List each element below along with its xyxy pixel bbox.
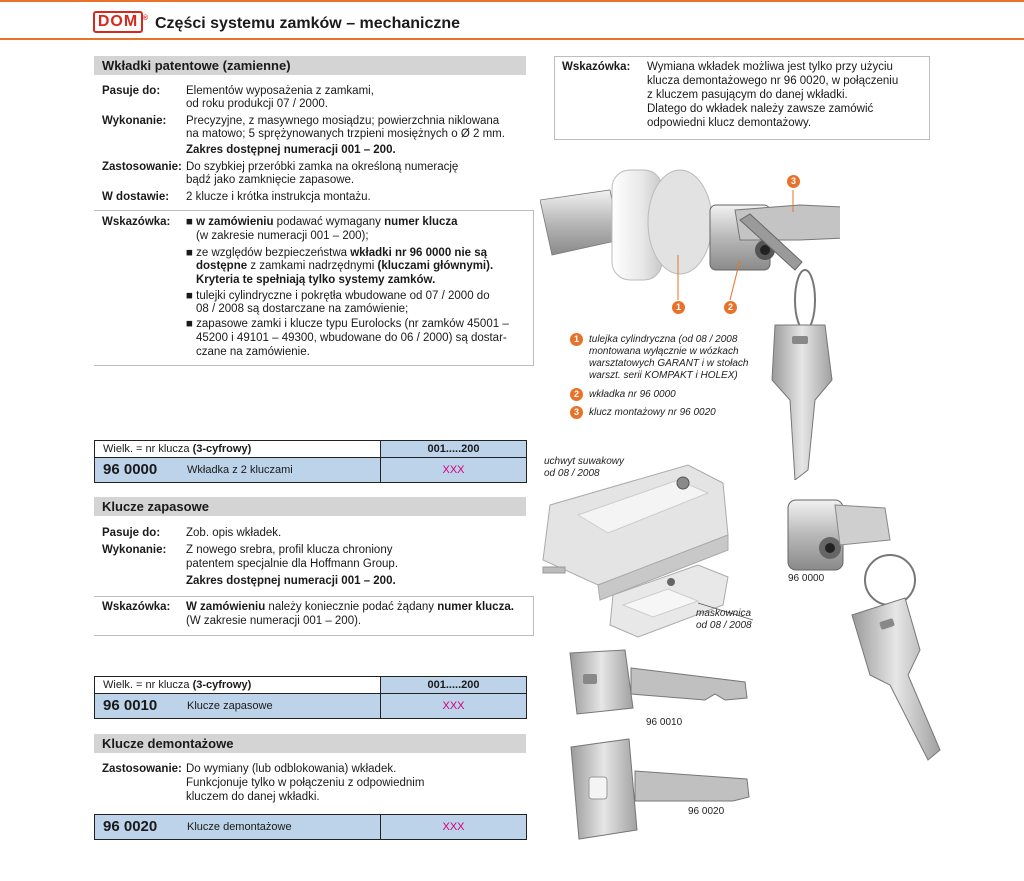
bullet-4-line-2: 45200 i 49101 – 49300, wbudowane do 06 / 2000) są dostar- bbox=[196, 332, 507, 344]
w-dostawie-label: W dostawie: bbox=[102, 191, 170, 203]
zastosowanie-text-2: bądź jako zamknięcie zapasowe. bbox=[186, 174, 355, 186]
zastosowanie-label-3: Zastosowanie: bbox=[102, 763, 182, 775]
bullet-3-line-2: 08 / 2008 są dostarczane na zamówienie; bbox=[196, 303, 409, 315]
note-label-right: Wskazówka: bbox=[562, 61, 631, 73]
bullet-2: ■ ze względów bezpieczeństwa wkładki nr 96 0000 nie są bbox=[186, 247, 488, 259]
legend-1-line-3: warsztatowych GARANT i w stołach bbox=[589, 358, 749, 369]
bullet-3: ■ tulejki cylindryczne i pokrętła wbudowane od 07 / 2000 do bbox=[186, 290, 490, 302]
wykonanie-text-2: na matowo; 5 sprężynowanych trzpieni mosiężnych o Ø 2 mm. bbox=[186, 128, 505, 140]
caption-uchwyt-2: od 08 / 2008 bbox=[544, 468, 600, 479]
callout-badge-3: 3 bbox=[787, 175, 800, 188]
section-heading-wkladki: Wkładki patentowe (zamienne) bbox=[94, 56, 526, 75]
zastosowanie-text-1: Do szybkiej przeróbki zamka na określoną numerację bbox=[186, 161, 459, 173]
legend-3-text: klucz montażowy nr 96 0020 bbox=[589, 407, 716, 418]
caption-uchwyt-1: uchwyt suwakowy bbox=[544, 456, 625, 467]
article-price: XXX bbox=[381, 694, 526, 718]
right-note-line-1: Wymiana wkładek możliwa jest tylko przy użyciu bbox=[647, 61, 893, 73]
wykonanie-label: Wykonanie: bbox=[102, 115, 167, 127]
cylinder-96-0000-illustration bbox=[780, 490, 960, 770]
top-rule bbox=[0, 0, 1024, 2]
page-title: Części systemu zamków – mechaniczne bbox=[155, 15, 461, 32]
right-note-line-4: Dlatego do wkładek należy zawsze zamówić bbox=[647, 103, 874, 115]
wykonanie-text-2-1: Z nowego srebra, profil klucza chroniony bbox=[186, 544, 393, 556]
table-header-row bbox=[95, 441, 526, 458]
article-number: 96 0000 bbox=[95, 458, 181, 482]
caption-maskownica-2: od 08 / 2008 bbox=[696, 620, 752, 631]
product-table-96-0010 bbox=[94, 676, 527, 719]
article-number: 96 0020 bbox=[95, 815, 181, 839]
product-table-96-0020 bbox=[94, 814, 527, 840]
note-2-line-1: W zamówieniu należy koniecznie podać żądany numer klucza. bbox=[186, 601, 514, 613]
zastosowanie-text-3-3: kluczem do danej wkładki. bbox=[186, 791, 320, 803]
legend-1-line-1: tulejka cylindryczna (od 08 / 2008 bbox=[589, 334, 738, 345]
article-number: 96 0010 bbox=[95, 694, 181, 718]
note-2-line-2: (W zakresie numeracji 001 – 200). bbox=[186, 615, 362, 627]
wykonanie-text-1: Precyzyjne, z masywnego mosiądzu; powierzchnia niklowana bbox=[186, 115, 500, 127]
zastosowanie-label: Zastosowanie: bbox=[102, 161, 182, 173]
zastosowanie-text-3-2: Funkcjonuje tylko w połączeniu z odpowiednim bbox=[186, 777, 425, 789]
wykonanie-range-2: Zakres dostępnej numeracji 001 – 200. bbox=[186, 575, 396, 587]
size-header: Wielk. = nr klucza (3-cyfrowy) bbox=[95, 441, 381, 457]
pasuje-text-2-1: Zob. opis wkładek. bbox=[186, 527, 282, 539]
bullet-2-line-3: Kryteria te spełniają tylko systemy zamków. bbox=[196, 274, 436, 286]
pasuje-text-2: od roku produkcji 07 / 2000. bbox=[186, 98, 328, 110]
section-heading-klucze-demontazowe: Klucze demontażowe bbox=[94, 734, 526, 753]
legend-badge-3: 3 bbox=[570, 406, 583, 419]
table-row[interactable] bbox=[95, 815, 526, 839]
bullet-2-line-2: dostępne z zamkami nadrzędnymi (kluczami głównymi). bbox=[196, 260, 494, 272]
caption-maskownica-1: maskownica bbox=[696, 608, 752, 619]
header-rule bbox=[0, 38, 1024, 40]
part-number-96-0020: 96 0020 bbox=[688, 806, 725, 817]
table-header-row bbox=[95, 677, 526, 694]
pasuje-label-2: Pasuje do: bbox=[102, 527, 161, 539]
article-name: Klucze demontażowe bbox=[181, 815, 381, 839]
size-header: Wielk. = nr klucza (3-cyfrowy) bbox=[95, 677, 381, 693]
article-name: Klucze zapasowe bbox=[181, 694, 381, 718]
legend-badge-2: 2 bbox=[570, 388, 583, 401]
cam-lock-illustration bbox=[540, 150, 840, 480]
table-row[interactable] bbox=[95, 694, 526, 718]
legend-2-text: wkładka nr 96 0000 bbox=[589, 389, 676, 400]
bullet-4-line-3: czane na zamówienie. bbox=[196, 346, 310, 358]
right-note-line-2: klucza demontażowego nr 96 0020, w połączeniu bbox=[647, 75, 899, 87]
legend-1-line-4: warszt. serii KOMPAKT i HOLEX) bbox=[589, 370, 738, 381]
part-number-96-0000: 96 0000 bbox=[788, 573, 825, 584]
bullet-4: ■ zapasowe zamki i klucze typu Eurolocks (nr zamków 45001 – bbox=[186, 318, 509, 330]
right-note-line-3: z kluczem pasującym do danej wkładki. bbox=[647, 89, 848, 101]
callout-badge-1: 1 bbox=[672, 301, 685, 314]
pasuje-label: Pasuje do: bbox=[102, 85, 161, 97]
part-number-96-0010: 96 0010 bbox=[646, 717, 683, 728]
zastosowanie-text-3-1: Do wymiany (lub odblokowania) wkładek. bbox=[186, 763, 397, 775]
section-heading-klucze-zapasowe: Klucze zapasowe bbox=[94, 497, 526, 516]
product-table-96-0000 bbox=[94, 440, 527, 483]
bullet-1: ■ w zamówieniu podawać wymagany numer klucza bbox=[186, 216, 458, 228]
article-name: Wkładka z 2 kluczami bbox=[181, 458, 381, 482]
legend-1-line-2: montowana wyłącznie w wózkach bbox=[589, 346, 739, 357]
w-dostawie-text: 2 klucze i krótka instrukcja montażu. bbox=[186, 191, 371, 203]
table-row[interactable] bbox=[95, 458, 526, 482]
legend-badge-1: 1 bbox=[570, 333, 583, 346]
key-96-0020-illustration bbox=[565, 735, 755, 845]
article-price: XXX bbox=[381, 815, 526, 839]
wykonanie-range: Zakres dostępnej numeracji 001 – 200. bbox=[186, 144, 396, 156]
range-header: 001.....200 bbox=[381, 441, 526, 457]
wykonanie-text-2-2: patentem specjalnie dla Hoffmann Group. bbox=[186, 558, 399, 570]
note-label-1: Wskazówka: bbox=[102, 216, 171, 228]
range-header: 001.....200 bbox=[381, 677, 526, 693]
key-96-0010-illustration bbox=[565, 648, 755, 718]
article-price: XXX bbox=[381, 458, 526, 482]
wykonanie-label-2: Wykonanie: bbox=[102, 544, 167, 556]
pasuje-text-1: Elementów wyposażenia z zamkami, bbox=[186, 85, 374, 97]
bullet-1-line-2: (w zakresie numeracji 001 – 200); bbox=[196, 230, 369, 242]
right-note-line-5: odpowiedni klucz demontażowy. bbox=[647, 117, 812, 129]
callout-badge-2: 2 bbox=[724, 301, 737, 314]
note-label-2: Wskazówka: bbox=[102, 601, 171, 613]
dom-logo: DOM ® bbox=[93, 11, 143, 33]
